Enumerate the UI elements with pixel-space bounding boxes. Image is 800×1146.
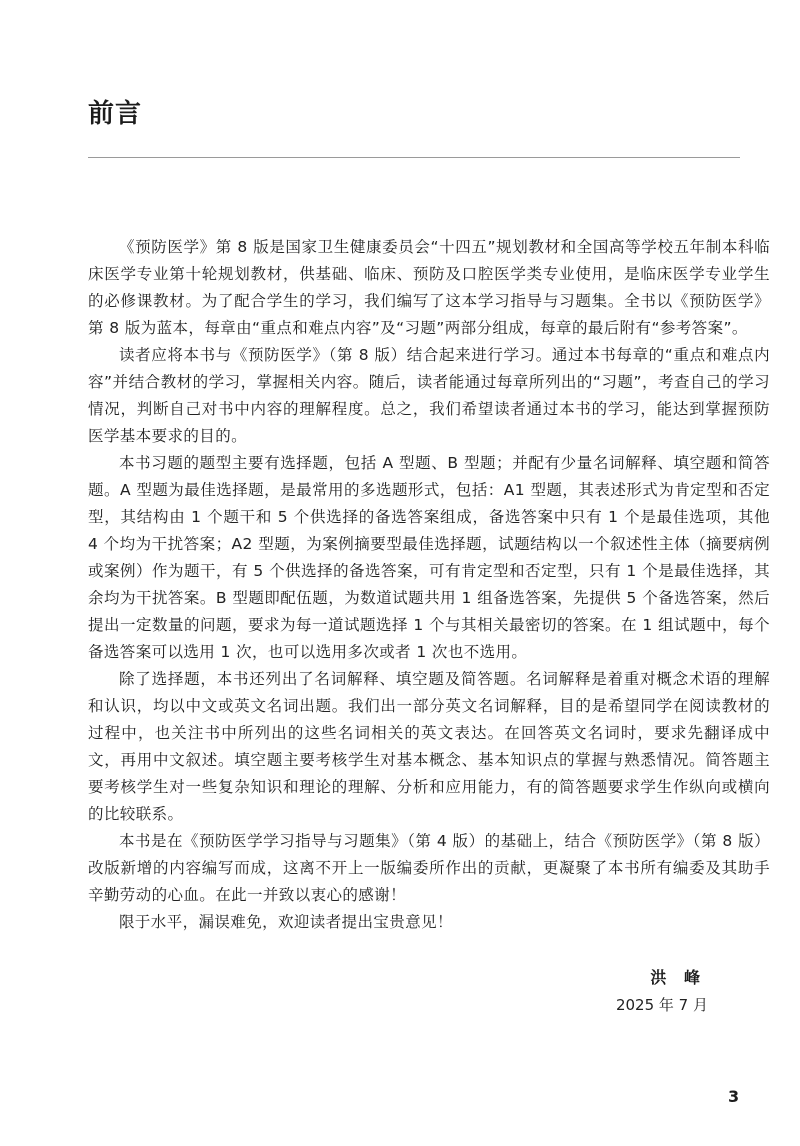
paragraph-4: 除了选择题，本书还列出了名词解释、填空题及简答题。名词解释是着重对概念术语的理解和认识，均以中文或英文名词出题。我们出一部分英文名词解释，目的是希望同学在阅读教材的过程中，也关注书中所列出的这些名词相关的英文表达。在回答英文名词时，要求先翻译成中文，再用中文叙述。填空题主要考核学生对基本概念、基本知识点的掌握与熟悉情况。简答题主要考核学生对一些复杂知识和理论的理解、分析和应用能力，有的简答题要求学生作纵向或横向的比较联系。: [88, 670, 770, 823]
signature-block: [0, 964, 708, 1018]
paragraph-5: 本书是在《预防医学学习指导与习题集》（第 4 版）的基础上，结合《预防医学》（第 8 版）改版新增的内容编写而成，这离不开上一版编委所作出的贡献，更凝聚了本书所有编委及其助手辛勤劳动的心血。在此一并致以衷心的感谢！: [88, 832, 770, 904]
page-number: 3: [728, 1087, 740, 1106]
page-title: 前言: [88, 99, 143, 129]
paragraph-3: 本书习题的题型主要有选择题，包括 A 型题、B 型题；并配有少量名词解释、填空题和简答题。A 型题为最佳选择题，是最常用的多选题形式，包括：A1 型题，其表述形式为肯定型和否定型，其结构由 1 个题干和 5 个供选择的备选答案组成，备选答案中只有 1 个是最佳选项，其他 4 个均为干扰答案；A2 型题，为案例摘要型最佳选择题，试题结构以一个叙述性主体（摘要病例或案例）作为题干，有 5 个供选择的备选答案，可有肯定型和否定型，只有 1 个是最佳选择，其余均为干扰答案。B 型题即配伍题，为数道试题共用 1 组备选答案，先提供 5 个备选答案，然后提出一定数量的问题，要求为每一道试题选择 1 个与其相关最密切的答案。在 1 组试题中，每个备选答案可以选用 1 次，也可以选用多次或者 1 次也不选用。: [88, 454, 770, 661]
title-divider: [88, 157, 740, 158]
signature-date: 2025 年 7 月: [615, 996, 708, 1014]
preface-body: [88, 234, 770, 936]
paragraph-1: 《预防医学》第 8 版是国家卫生健康委员会“十四五”规划教材和全国高等学校五年制本科临床医学专业第十轮规划教材，供基础、临床、预防及口腔医学类专业使用，是临床医学专业学生的必修课教材。为了配合学生的学习，我们编写了这本学习指导与习题集。全书以《预防医学》第 8 版为蓝本，每章由“重点和难点内容”及“习题”两部分组成，每章的最后附有“参考答案”。: [88, 238, 770, 337]
paragraph-6: 限于水平，漏误难免，欢迎读者提出宝贵意见！: [119, 913, 453, 931]
author-name: 洪 峰: [650, 968, 706, 987]
paragraph-2: 读者应将本书与《预防医学》（第 8 版）结合起来进行学习。通过本书每章的“重点和难点内容”并结合教材的学习，掌握相关内容。随后，读者能通过每章所列出的“习题”，考查自己的学习情况，判断自己对书中内容的理解程度。总之，我们希望读者通过本书的学习，能达到掌握预防医学基本要求的目的。: [88, 346, 770, 445]
